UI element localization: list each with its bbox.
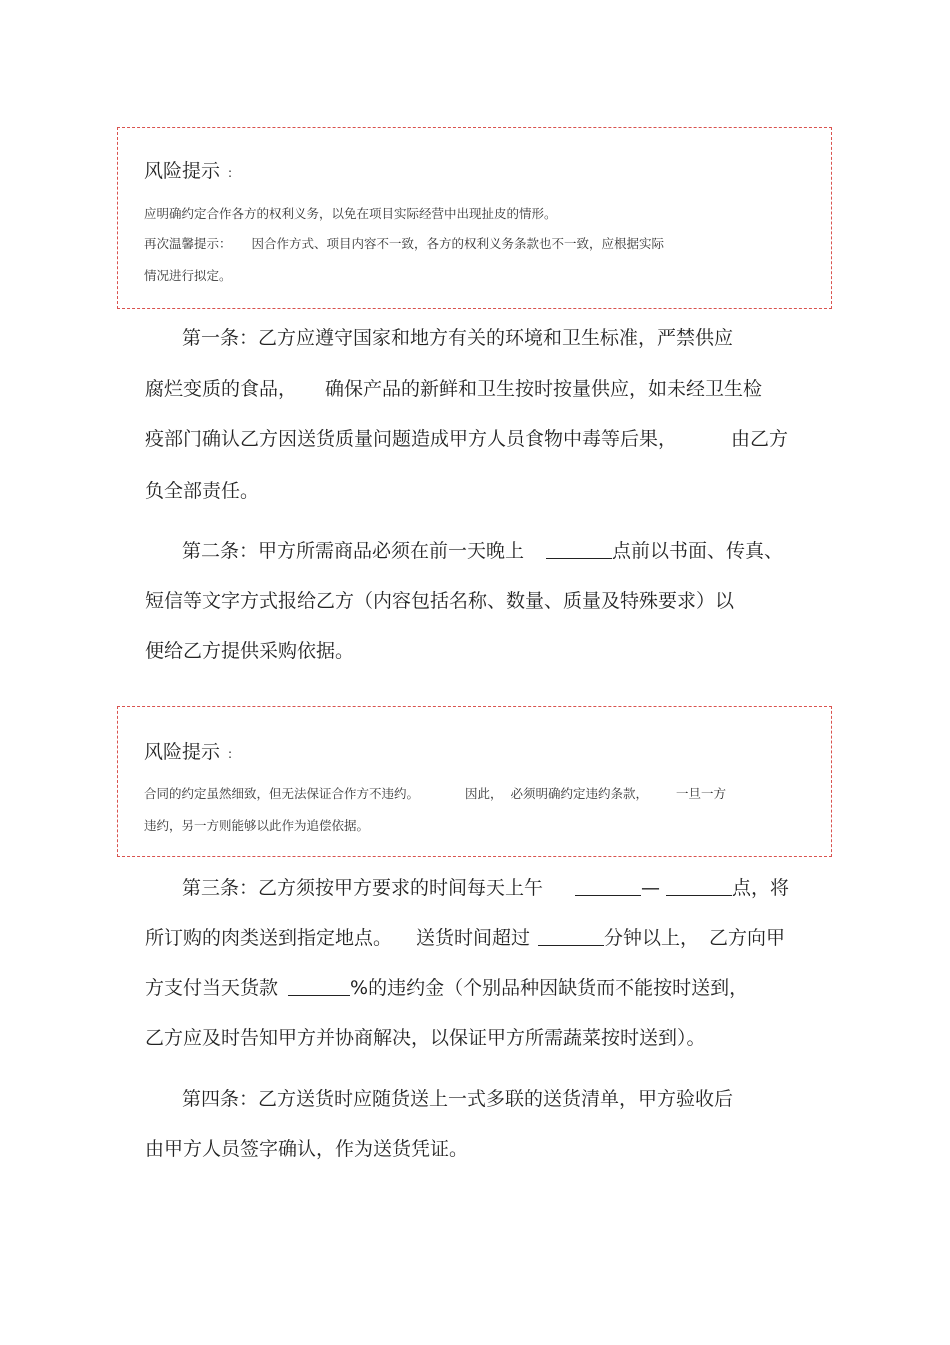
risk-notice-title: [144, 737, 232, 764]
blank-minutes-field[interactable]: [538, 927, 604, 946]
article-3-line-4: 乙方应及时告知甲方并协商解决，以保证甲方所需蔬菜按时送到）。: [145, 1027, 706, 1049]
risk-notice-line: 应明确约定合作各方的权利义务，以免在项目实际经营中出现扯皮的情形。: [144, 206, 557, 221]
article-1-line-2: [145, 374, 762, 401]
article-2-line-2: 短信等文字方式报给乙方（内容包括名称、数量、质量及特殊要求）以: [145, 590, 735, 612]
article-3-segment: 送货时间超过: [416, 927, 531, 949]
article-3-line-3: [145, 973, 748, 1000]
article-3-dash: —: [641, 877, 661, 899]
risk-title-text: 风险提示: [144, 160, 221, 182]
article-4-line-1: 第四条：乙方送货时应随货送上一式多联的送货清单，甲方验收后: [182, 1088, 734, 1110]
risk-notice-line: [144, 784, 726, 802]
risk-notice-segment: 一旦一方: [676, 786, 727, 801]
article-1-line-3: [145, 424, 788, 451]
article-3-line-1: [182, 873, 789, 900]
risk-notice-segment: 因合作方式、项目内容不一致，各方的权利义务条款也不一致，应根据实际: [251, 236, 665, 251]
risk-title-colon: :: [228, 747, 233, 761]
blank-hour-field[interactable]: [546, 540, 612, 559]
risk-notice-line: [144, 234, 664, 252]
article-1-line-1: 第一条：乙方应遵守国家和地方有关的环境和卫生标准，严禁供应: [182, 327, 734, 349]
risk-title-text: 风险提示: [144, 741, 221, 763]
article-1-segment: 确保产品的新鲜和卫生按时按量供应，如未经卫生检: [325, 378, 763, 400]
risk-notice-line: 情况进行拟定。: [144, 268, 232, 283]
article-2-line-1: [182, 536, 783, 563]
article-3-segment: %的违约金（个别品种因缺货而不能按时送到，: [350, 977, 749, 999]
risk-notice-segment: 再次温馨提示：: [144, 236, 232, 251]
risk-notice-segment: 必须明确约定违约条款，: [510, 786, 649, 801]
article-1-line-4: 负全部责任。: [145, 480, 260, 502]
risk-notice-box-2: [117, 706, 832, 857]
article-1-segment: 疫部门确认乙方因送货质量问题造成甲方人员食物中毒等后果，: [145, 428, 678, 450]
risk-notice-segment: 合同的约定虽然细致，但无法保证合作方不违约。: [144, 786, 420, 801]
article-2-line-3: 便给乙方提供采购依据。: [145, 640, 355, 662]
article-3-segment: 第三条：乙方须按甲方要求的时间每天上午: [182, 877, 544, 899]
article-3-line-2: [145, 923, 785, 950]
article-2-segment: 点前以书面、传真、: [612, 540, 784, 562]
risk-notice-title: [144, 156, 232, 183]
blank-start-hour-field[interactable]: [575, 877, 641, 896]
article-2-segment: 第二条：甲方所需商品必须在前一天晚上: [182, 540, 525, 562]
article-3-segment: 所订购的肉类送到指定地点。: [145, 927, 393, 949]
article-3-segment: 方支付当天货款: [145, 977, 279, 999]
article-3-segment: 乙方向甲: [709, 927, 786, 949]
blank-end-hour-field[interactable]: [666, 877, 732, 896]
article-3-segment: 分钟以上，: [604, 927, 700, 949]
article-1-segment: 由乙方: [731, 428, 789, 450]
blank-percent-field[interactable]: [288, 977, 350, 996]
risk-title-colon: :: [228, 166, 233, 180]
risk-notice-segment: 因此，: [465, 786, 503, 801]
article-3-segment: 点，将: [732, 877, 790, 899]
article-1-segment: 腐烂变质的食品，: [145, 378, 298, 400]
risk-notice-box-1: [117, 127, 832, 309]
article-4-line-2: 由甲方人员签字确认，作为送货凭证。: [145, 1138, 469, 1160]
risk-notice-line: 违约，另一方则能够以此作为追偿依据。: [144, 818, 370, 833]
